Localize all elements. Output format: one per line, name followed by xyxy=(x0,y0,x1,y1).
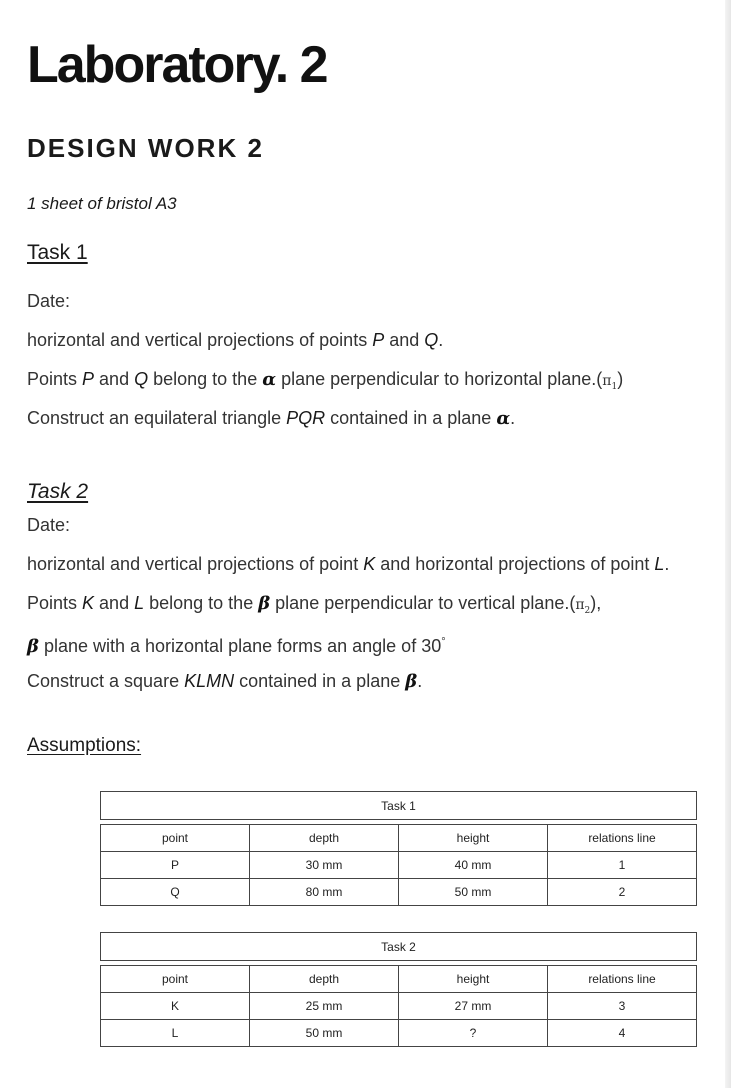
table-row xyxy=(101,993,697,1020)
table-cell: ? xyxy=(399,1020,548,1047)
task2-line-3: β plane with a horizontal plane forms an angle of 30° xyxy=(27,636,446,657)
table-cell: 50 mm xyxy=(250,1020,399,1047)
beta-symbol: β xyxy=(258,593,271,614)
column-header: height xyxy=(399,825,548,852)
table-header-row xyxy=(101,966,697,993)
sheet-requirement: 1 sheet of bristol A3 xyxy=(27,194,177,213)
task2-line-2: Points K and L belong to the β plane perpendicular to vertical $plane.(\pi_2)$, xyxy=(27,593,602,616)
task2-line-4: Construct a square KLMN contained in a plane β. xyxy=(27,671,423,692)
table-cell: 2 xyxy=(548,879,697,906)
task1-heading: Task 1 xyxy=(27,241,88,264)
task1-line-3: Construct an equilateral triangle PQR contained in a plane α. xyxy=(27,408,516,429)
column-header: relations line xyxy=(548,966,697,993)
table-cell: 1 xyxy=(548,852,697,879)
column-header: depth xyxy=(250,825,399,852)
table-cell: 80 mm xyxy=(250,879,399,906)
table-cell: 30 mm xyxy=(250,852,399,879)
column-header: depth xyxy=(250,966,399,993)
alpha-symbol: α xyxy=(496,408,511,429)
table-row xyxy=(101,1020,697,1047)
page-subtitle: DESIGN WORK 2 xyxy=(27,133,264,163)
table-header-row xyxy=(101,825,697,852)
column-header: relations line xyxy=(548,825,697,852)
table-cell: P xyxy=(101,852,250,879)
column-header: point xyxy=(101,825,250,852)
task1-table xyxy=(100,791,697,906)
task2-heading: Task 2 xyxy=(27,480,89,503)
assumptions-heading: Assumptions: xyxy=(27,735,142,756)
pi-symbol: $\pi_2$ xyxy=(575,597,591,616)
table-cell: 3 xyxy=(548,993,697,1020)
beta-symbol: β xyxy=(27,636,39,657)
task1-line-1: horizontal and vertical projections of points P and Q. xyxy=(27,330,444,350)
beta-symbol: β xyxy=(405,671,418,692)
task2-line-1: horizontal and vertical projections of point K and horizontal projections of point L. xyxy=(27,554,670,574)
task2-date-label: Date: xyxy=(27,515,71,535)
column-header: point xyxy=(101,966,250,993)
table-cell: 40 mm xyxy=(399,852,548,879)
task2-table xyxy=(100,932,697,1047)
page-edge xyxy=(725,0,731,1088)
table-row xyxy=(101,852,697,879)
table-cell: Q xyxy=(101,879,250,906)
task1-line-2: Points P and Q belong to the α plane perpendicular to horizontal $plane.(\pi_1)$ xyxy=(27,369,624,392)
table-cell: L xyxy=(101,1020,250,1047)
table-row xyxy=(101,879,697,906)
page-title: Laboratory. 2 xyxy=(27,36,327,94)
table-cell: 27 mm xyxy=(399,993,548,1020)
alpha-symbol: α xyxy=(262,369,277,390)
column-header: height xyxy=(399,966,548,993)
pi-symbol: $\pi_1$ xyxy=(602,373,618,392)
task1-date-label: Date: xyxy=(27,291,71,311)
table-cell: 4 xyxy=(548,1020,697,1047)
table-caption: Task 2 xyxy=(101,933,697,961)
table-caption: Task 1 xyxy=(101,792,697,820)
table-cell: 25 mm xyxy=(250,993,399,1020)
table-cell: K xyxy=(101,993,250,1020)
table-cell: 50 mm xyxy=(399,879,548,906)
